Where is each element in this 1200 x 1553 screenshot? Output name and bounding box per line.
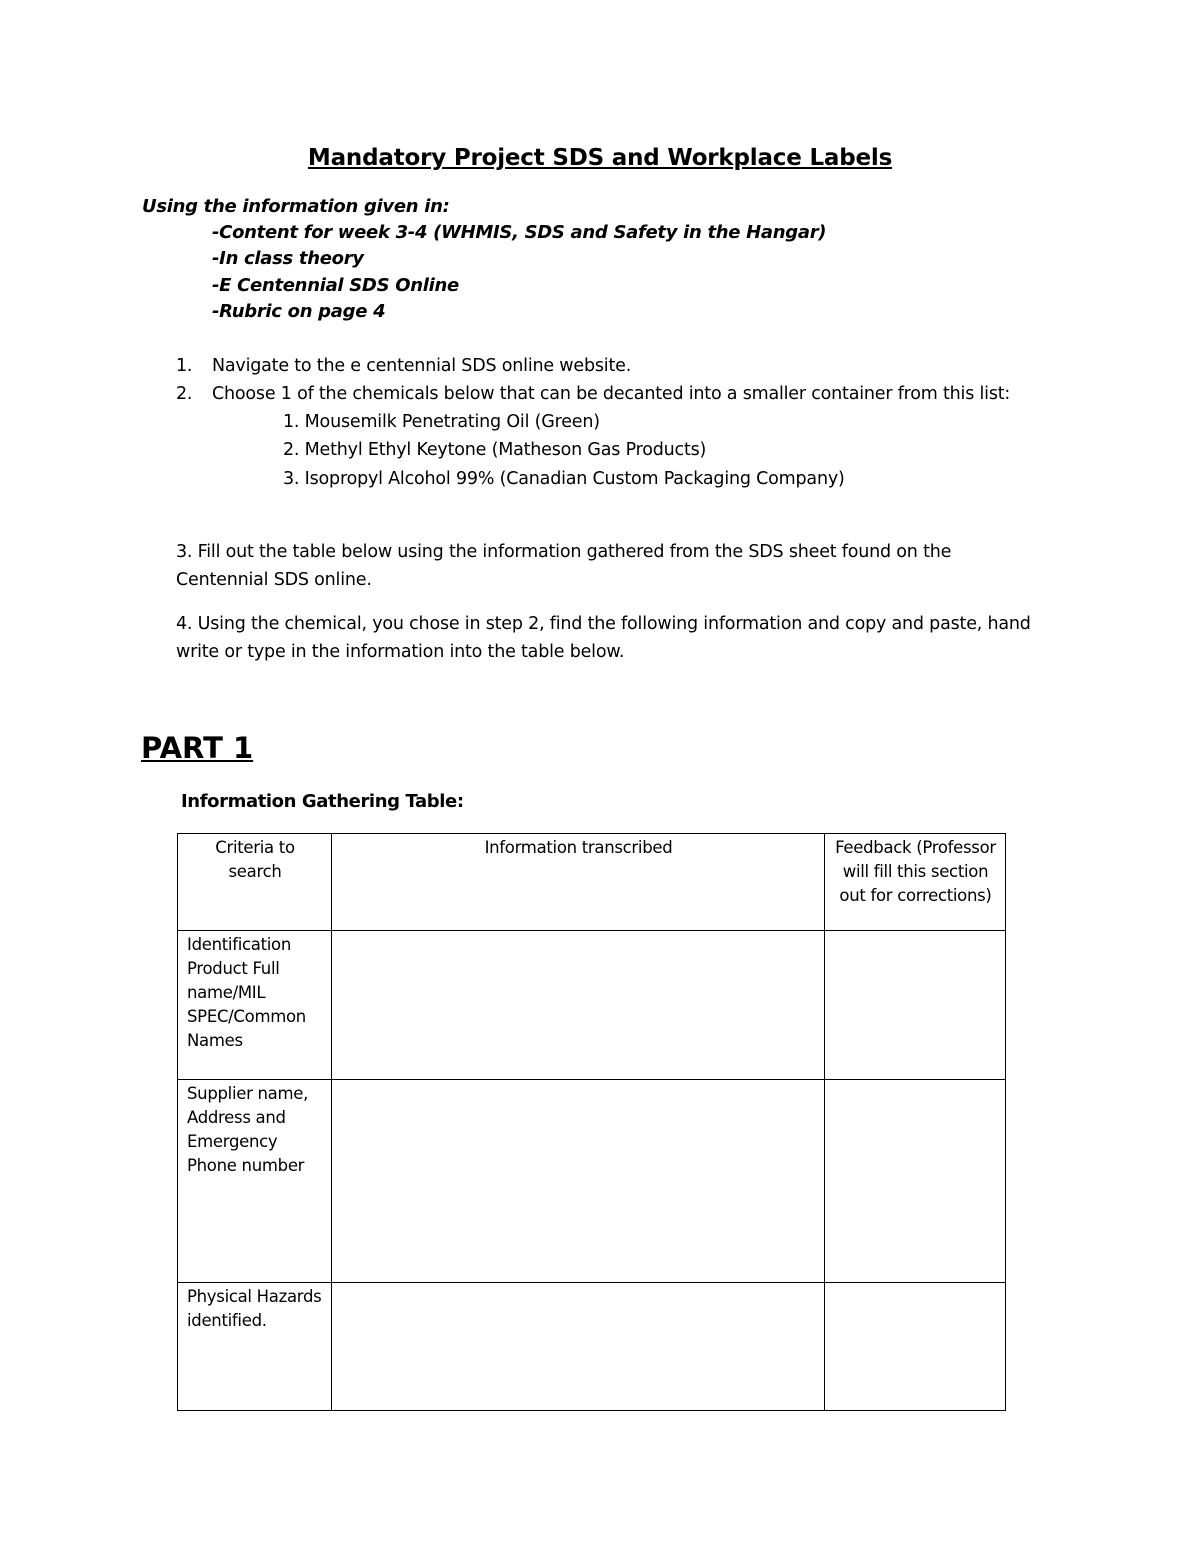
header-information: Information transcribed — [332, 834, 825, 931]
table-header-row — [178, 834, 1006, 931]
criteria-cell: Supplier name, Address and Emergency Phone number — [178, 1080, 332, 1283]
step-3-line: 3. Fill out the table below using the information gathered from the SDS sheet found on the — [176, 542, 952, 562]
step-text: Choose 1 of the chemicals below that can be decanted into a smaller container from this list: — [212, 384, 1011, 404]
information-gathering-table — [177, 833, 1006, 1411]
feedback-cell[interactable] — [825, 931, 1006, 1080]
table-caption: Information Gathering Table: — [181, 791, 464, 812]
criteria-cell: Physical Hazards identified. — [178, 1283, 332, 1411]
step-3-line: Centennial SDS online. — [176, 570, 372, 590]
criteria-cell: Identification Product Full name/MIL SPEC/Common Names — [178, 931, 332, 1080]
chemical-option: 2. Methyl Ethyl Keytone (Matheson Gas Products) — [283, 440, 707, 460]
header-criteria: Criteria to search — [178, 834, 332, 931]
step-4-line: write or type in the information into the table below. — [176, 642, 625, 662]
intro-text: Using the information given in: — [142, 196, 450, 217]
table-row — [178, 1080, 1006, 1283]
feedback-cell[interactable] — [825, 1283, 1006, 1411]
table-row — [178, 931, 1006, 1080]
feedback-cell[interactable] — [825, 1080, 1006, 1283]
source-item: -Content for week 3-4 (WHMIS, SDS and Safety in the Hangar) — [212, 222, 827, 243]
step-4-line: 4. Using the chemical, you chose in step 2, find the following information and copy and paste, hand — [176, 614, 1031, 634]
info-cell[interactable] — [332, 931, 825, 1080]
step-number: 2. — [176, 384, 193, 404]
chemical-option: 3. Isopropyl Alcohol 99% (Canadian Custom Packaging Company) — [283, 469, 845, 489]
source-item: -Rubric on page 4 — [212, 301, 386, 322]
step-number: 1. — [176, 356, 193, 376]
source-item: -E Centennial SDS Online — [212, 275, 459, 296]
chemical-option: 1. Mousemilk Penetrating Oil (Green) — [283, 412, 600, 432]
header-feedback: Feedback (Professor will fill this section out for corrections) — [825, 834, 1006, 931]
page-title: Mandatory Project SDS and Workplace Labels — [307, 145, 893, 171]
table-row — [178, 1283, 1006, 1411]
part-heading: PART 1 — [141, 731, 254, 765]
info-cell[interactable] — [332, 1080, 825, 1283]
source-item: -In class theory — [212, 248, 364, 269]
info-cell[interactable] — [332, 1283, 825, 1411]
step-text: Navigate to the e centennial SDS online website. — [212, 356, 632, 376]
